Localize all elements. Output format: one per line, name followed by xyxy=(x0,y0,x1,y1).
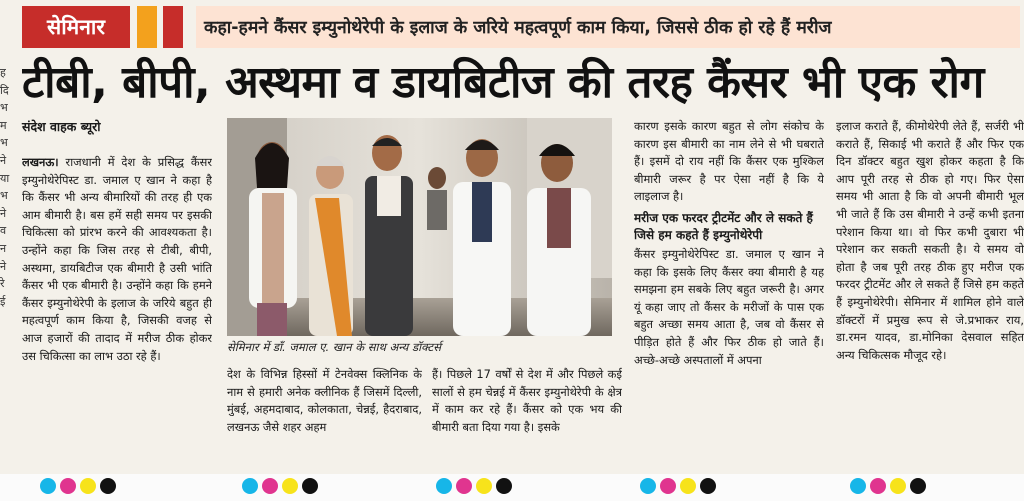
section-tag: सेमिनार xyxy=(22,6,130,48)
registration-marks xyxy=(436,478,512,496)
event-photo xyxy=(227,118,612,336)
kicker-text: कहा-हमने कैंसर इम्युनोथेरेपी के इलाज के जरिये महत्वपूर्ण काम किया, जिससे ठीक हो रहे हैं मरीज xyxy=(196,6,1020,48)
article-column-1 xyxy=(22,154,212,474)
registration-marks xyxy=(40,478,116,496)
decorative-bar-red xyxy=(163,6,183,48)
headline: टीबी, बीपी, अस्थमा व डायबिटीज की तरह कैंसर भी एक रोग xyxy=(22,57,984,108)
column-text: इलाज कराते हैं, कीमोथेरेपी लेते हैं, सर्जरी भी कराते हैं, सिकाई भी कराते हैं और फिर एक दिन डॉक्टर बहुत खुश होकर कहता है कि आप पूरी तरह से ठीक हो गए। फिर ऐसा समय भी आता है कि वो अपनी बीमारी भूल भी जाते हैं कि उस बीमारी ने उन्हें कभी इतना परेशान किया था। वो फिर कभी दुबारा भी परेशान कर सकती सकती है। ये समय वो होता है जब पूरी तरह ठीक हुए मरीज एक फरदर ट्रीटमेंट और ले सकते हैं जिसे हम कहते हैं इम्युनोथेरेपी। सेमिनार में शामिल होने वाले डॉक्टरों में प्रमुख रूप से जे.प्रभाकर राय, डा.रमन यादव, डा.मोनिका देसवाल सहित अन्य चिकित्सक मौजूद रहे। xyxy=(836,119,1024,362)
column-text: देश के विभिन्न हिस्सों में टेनवेक्स क्लिनिक के नाम से हमारी अनेक क्लीनिक हैं जिसमें दिल्ली, मुंबई, अहमदाबाद, कोलकाता, चेन्नई, हैदराबाद, लखनऊ जैसे शहर अहम xyxy=(227,367,422,434)
photo-caption: सेमिनार में डॉं. जमाल ए. खान के साथ अन्य डॉक्टर्स xyxy=(227,340,441,354)
registration-marks xyxy=(640,478,716,496)
subheading: मरीज एक फरदर ट्रीटमेंट और ले सकते हैं जिसे हम कहते हैं इम्युनोथेरेपी xyxy=(634,210,813,242)
dateline: लखनऊ। xyxy=(22,155,59,169)
column-text: हैं। पिछले 17 वर्षों से देश में और पिछले कई सालों से हम चेन्नई में कैंसर इम्युनोथेरेपी के क्षेत्र में काम कर रहे हैं। कैंसर को एक भय की बीमारी बता दिया गया है। इसके xyxy=(432,367,622,434)
photo-illustration xyxy=(227,118,612,336)
column-text: कैंसर इम्युनोथेरेपिस्ट डा. जमाल ए खान ने कहा कि इसके लिए कैंसर क्या बीमारी है यह समझना हम सबके लिए बहुत जरूरी है। अगर यूं कहा जाए तो कैंसर के मरीजों के पास एक बहुत अच्छा समय आता है, जब वो कैंसर से पीड़ित होते हैं और फिर ठीक हो जाते हैं। अच्छे-अच्छे अस्पतालों में अपना xyxy=(634,246,824,367)
registration-marks xyxy=(850,478,926,496)
article-column-4 xyxy=(634,118,824,474)
adjacent-column-fragment: ह दि भ म भ ने या भ ने व न ने रे ई xyxy=(0,66,10,308)
column-text: राजधानी में देश के प्रसिद्ध कैंसर इम्युनोथेरेपिस्ट डा. जमाल ए खान ने कहा है कि कैंसर भी अन्य बीमारियों की तरह ही एक आम बीमारी है। बस हमें सही समय पर इसकी चिकित्सा को प्रांरभ करने की आवश्यकता है। उन्होंने कहा कि जिस तरह से टीबी, बीपी, अस्थमा, डायबिटीज एक बीमारी है उसी भांति कैंसर भी एक बीमारी है। उन्होंने कहा कि हमने कैंसर इम्युनोथेरेपी के इलाज के जरिये बहुत ही महत्वपूर्ण काम किया है, जिसकी वजह से आज हजारों की तादाद में मरीज ठीक होकर उस चिकित्सा का लाभ उठा रहे हैं। xyxy=(22,155,212,363)
decorative-bar-orange xyxy=(137,6,157,48)
registration-marks xyxy=(242,478,318,496)
column-text: कारण इसके कारण बहुत से लोग संकोच के कारण इस बीमारी का नाम लेने से भी घबराते हैं। इसमें दो राय नहीं कि कैंसर एक मुश्किल बीमारी जरूर है पर ऐसा नहीं है कि ये लाइलाज है। xyxy=(634,119,824,204)
article-column-3 xyxy=(432,366,622,476)
article-column-5 xyxy=(836,118,1024,474)
article-column-2 xyxy=(227,366,422,476)
byline: संदेश वाहक ब्यूरो xyxy=(22,119,101,134)
